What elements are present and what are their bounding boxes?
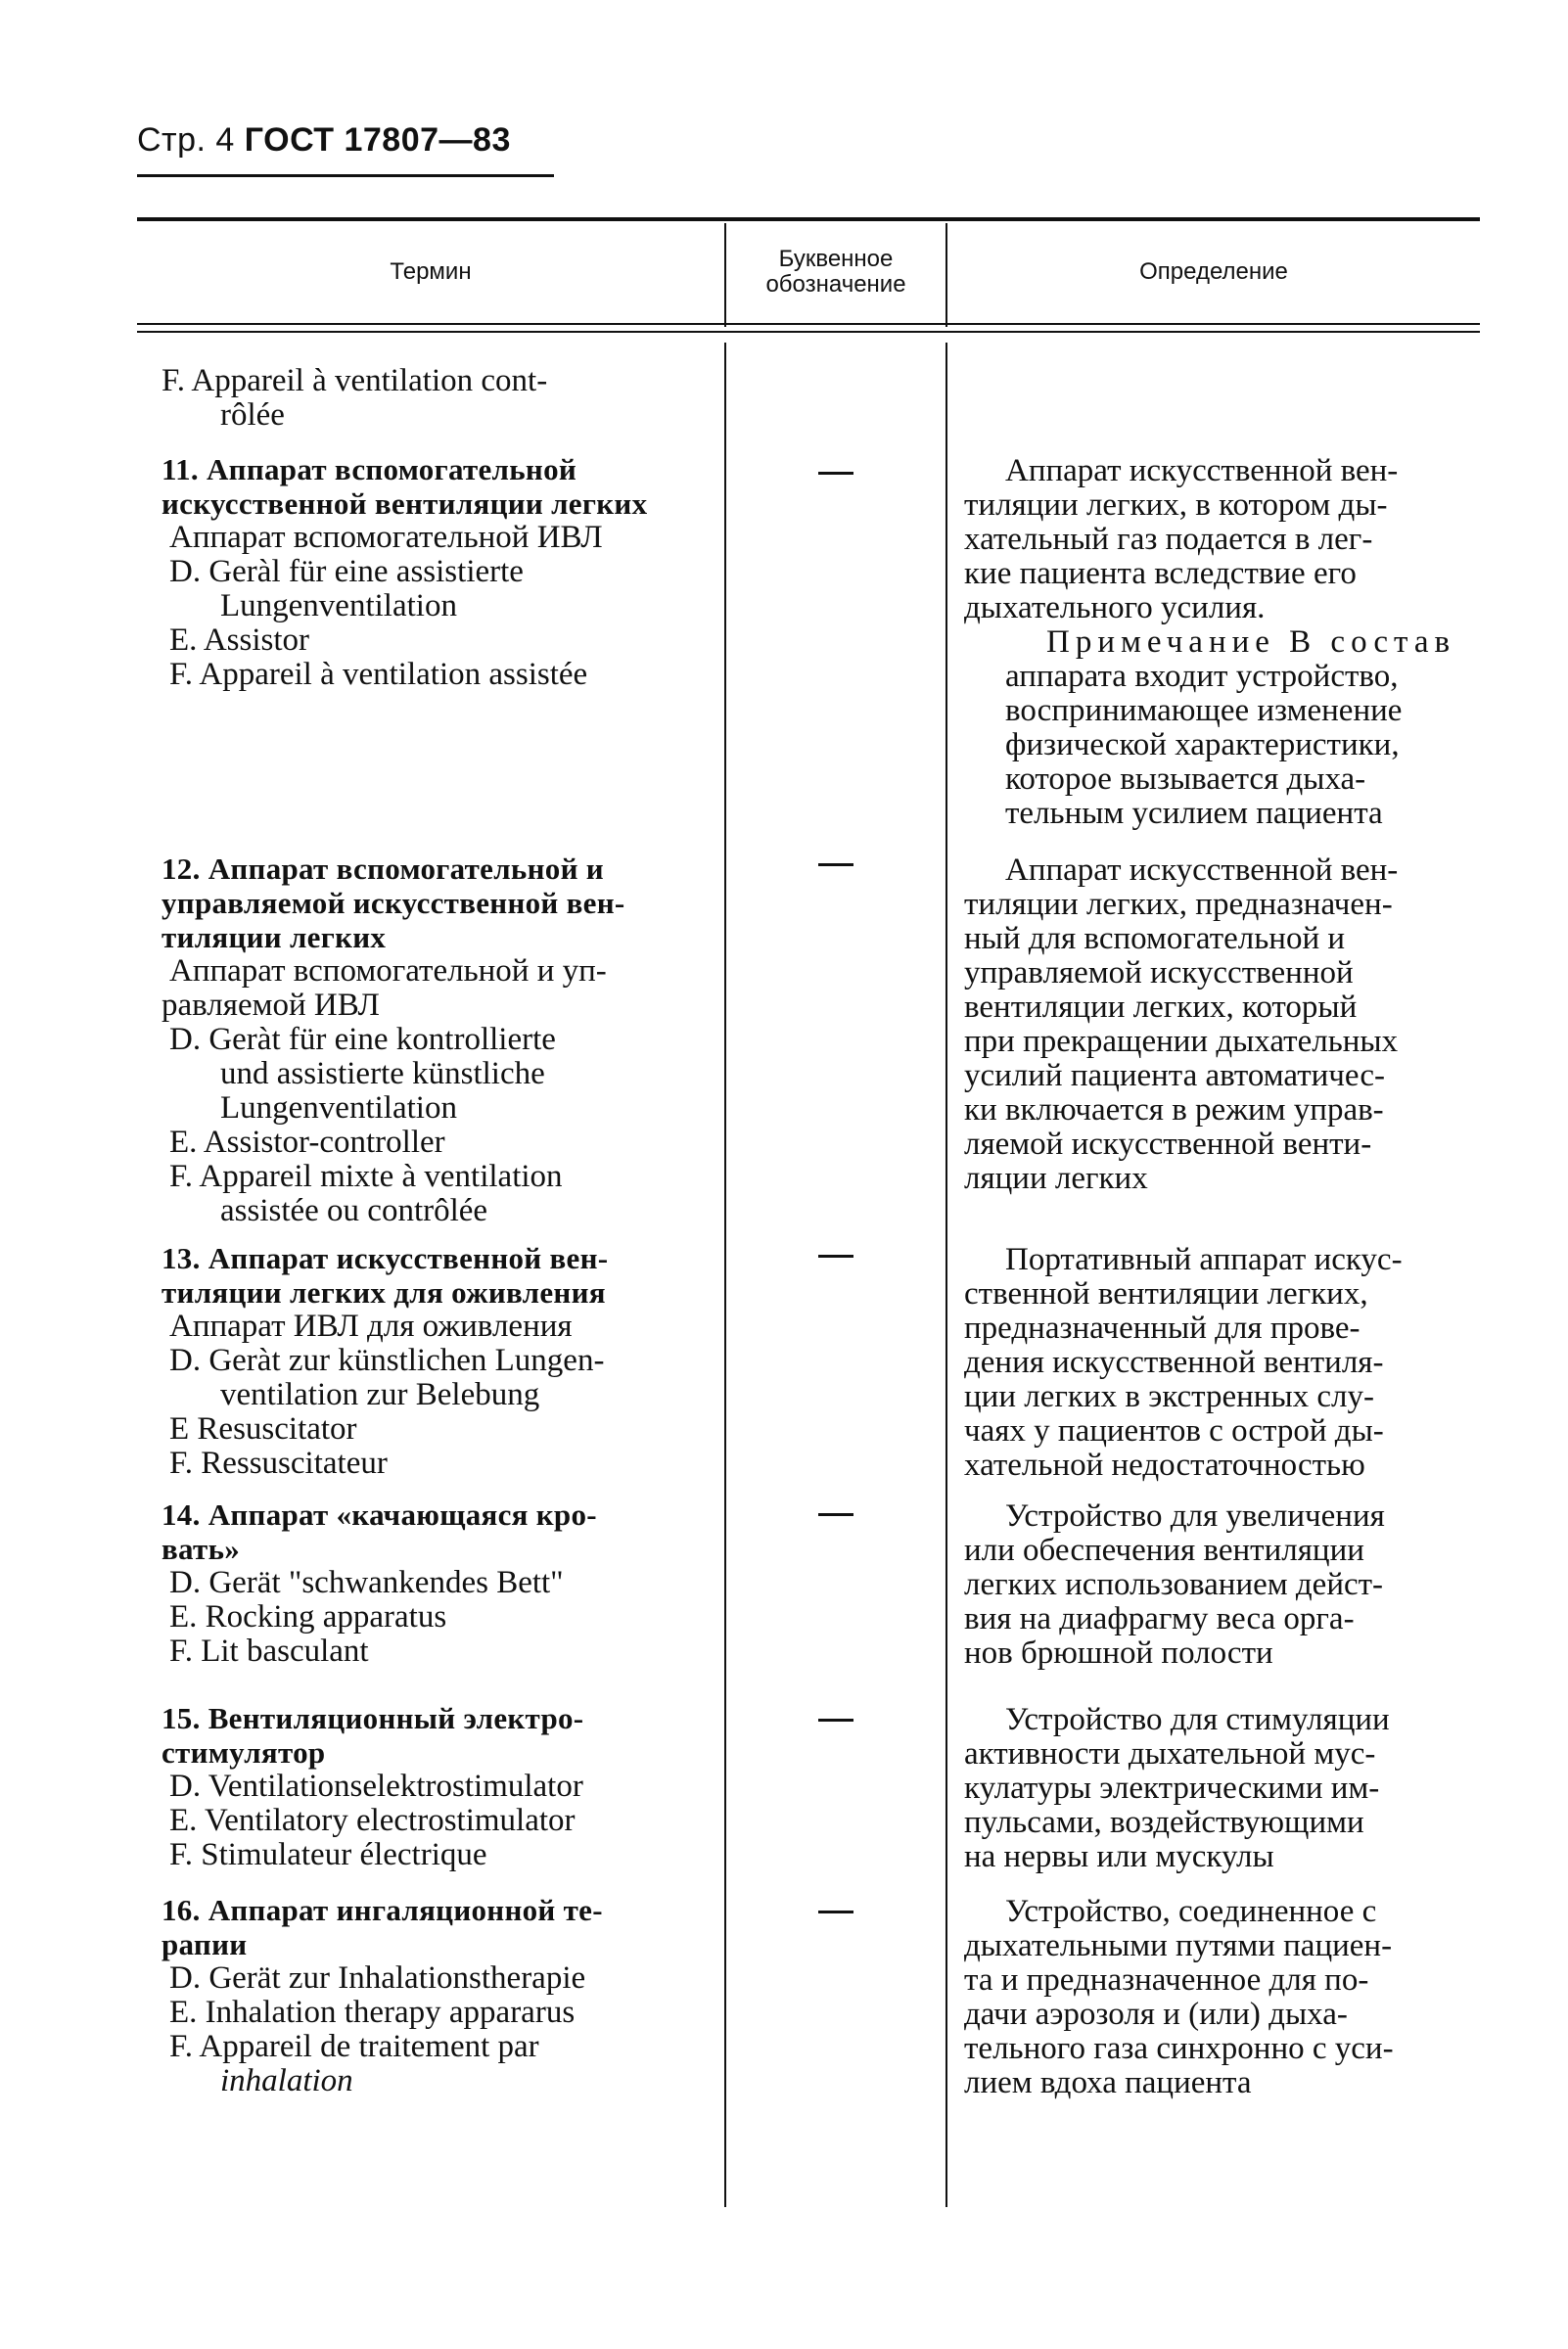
definition-12 [964,853,1483,1196]
note-block [964,625,1483,831]
def-line: на нервы или мускулы [964,1839,1274,1874]
term-title: вать» [161,1532,241,1566]
term-german: D. Geràt zur künstlichen Lungen- [169,1343,605,1378]
term-entry-15 [161,1701,710,1872]
def-line: пульсами, воздействующими [964,1805,1364,1840]
term-english: E Resuscitator [169,1411,357,1447]
def-line: Аппарат искусственной вен- [1005,852,1399,888]
term-german: D. Gerät "schwankendes Bett" [169,1565,564,1600]
term-entry-13 [161,1241,710,1481]
definition-13 [964,1243,1483,1483]
def-line: дыхательными путями пациен- [964,1928,1393,1963]
def-line: нов брюшной полости [964,1635,1273,1671]
term-synonym: Аппарат ИВЛ для оживления [169,1309,573,1344]
def-line: ки включается в режим управ- [964,1092,1384,1128]
note-line: воспринимающее изменение [1005,693,1403,728]
term-french: F. Lit basculant [169,1634,369,1669]
term-french: inhalation [220,2063,353,2098]
definition-14 [964,1499,1483,1671]
note-line: тельным усилием пациента [1005,796,1383,831]
def-line: тельного газа синхронно с уси- [964,2031,1394,2066]
term-title: искусственной вентиляции легких [161,486,648,521]
term-title: 15. Вентиляционный электро- [161,1701,584,1735]
term-french: F. Stimulateur électrique [169,1837,487,1872]
def-line: ции легких в экстренных слу- [964,1379,1374,1414]
term-synonym: равляемой ИВЛ [161,988,380,1023]
def-line: дыхательного усилия. [964,590,1266,625]
column-header-definition: Определение [1139,258,1288,285]
code-dash [818,1255,853,1258]
definition-15 [964,1703,1483,1874]
term-title: тиляции легких [161,920,387,954]
def-line: активности дыхательной мус- [964,1736,1376,1772]
term-german: D. Ventilationselektrostimulator [169,1769,583,1804]
def-line: хательный газ подается в лег- [964,522,1373,557]
table-top-rule [137,217,1480,221]
table-header-rule [137,323,1480,333]
term-title: 13. Аппарат искусственной вен- [161,1241,609,1275]
header-underline [137,174,554,177]
term-french: F. Ressuscitateur [169,1446,388,1481]
term-entry-16 [161,1893,710,2098]
term-title: 11. Аппарат вспомогательной [161,452,577,486]
page-label: Стр. 4 [137,121,235,159]
note-line: аппарата входит устройство, [1005,659,1399,694]
definition-11 [964,454,1483,831]
term-french: F. Appareil à ventilation assistée [169,657,588,692]
def-line: Устройство для увеличения [1005,1498,1385,1534]
term-english: E. Rocking apparatus [169,1599,447,1635]
def-line: вентиляции легких, который [964,990,1358,1025]
def-line: Устройство для стимуляции [1005,1702,1390,1737]
term-line [161,364,710,398]
def-line: управляемой искусственной [964,955,1354,990]
term-text: F. Appareil à ventilation cont- [161,363,548,398]
def-line: ственной вентиляции легких, [964,1276,1368,1312]
def-line: легких использованием дейст- [964,1567,1384,1602]
def-line: вия на диафрагму веса орга- [964,1601,1355,1636]
def-line: тиляции легких, предназначен- [964,887,1393,922]
def-line: кулатуры электрическими им- [964,1771,1380,1806]
def-line: ный для вспомогательной и [964,921,1346,956]
term-german: D. Geràl für eine assistierte [169,554,524,589]
def-line: тиляции легких, в котором ды- [964,487,1388,523]
code-header-line: Буквенное [778,246,894,272]
term-german: Lungenventilation [220,1090,457,1126]
def-line: при прекращении дыхательных [964,1024,1399,1059]
term-english: E. Assistor [169,622,310,658]
term-english: E. Inhalation therapy appararus [169,1995,576,2030]
term-entry-12 [161,852,710,1228]
term-title: управляемой искусственной вен- [161,886,625,920]
term-title: 12. Аппарат вспомогательной и [161,852,604,886]
term-german: Lungenventilation [220,588,457,623]
note-line: физической характеристики, [1005,727,1400,762]
term-german: ventilation zur Belebung [220,1377,540,1412]
def-line: предназначенный для прове- [964,1311,1360,1346]
term-title: стимулятор [161,1735,326,1770]
term-title: 16. Аппарат ингаляционной те- [161,1893,603,1927]
def-line: Аппарат искусственной вен- [1005,453,1399,488]
code-dash [818,1513,853,1516]
def-line: или обеспечения вентиляции [964,1533,1364,1568]
def-line: хательной недостаточностью [964,1448,1365,1483]
page-header [137,121,511,160]
def-line: та и предназначенное для по- [964,1962,1369,1998]
def-line: кие пациента вследствие его [964,556,1357,591]
term-german: D. Geràt für eine kontrollierte [169,1022,556,1057]
def-line: ляции легких [964,1161,1148,1196]
code-dash [818,1719,853,1722]
term-french: F. Appareil mixte à ventilation [169,1159,563,1194]
term-title: тиляции легких для оживления [161,1275,606,1310]
term-german: D. Gerät zur Inhalationstherapie [169,1960,586,1996]
code-dash [818,472,853,475]
standard-number: ГОСТ 17807—83 [244,121,511,159]
def-line: усилий пациента автоматичес- [964,1058,1385,1093]
code-header-line: обозначение [765,271,906,298]
def-line: ляемой искусственной венти- [964,1127,1372,1162]
term-line: rôlée [220,397,285,433]
note-line: которое вызывается дыха- [1005,761,1366,797]
term-entry-11 [161,452,710,692]
term-french: assistée ou contrôlée [220,1193,488,1228]
def-line: чаях у пациентов с острой ды- [964,1413,1384,1449]
term-continuation [161,364,710,433]
term-entry-14 [161,1497,710,1669]
term-french: F. Appareil de traitement par [169,2029,539,2064]
term-synonym: Аппарат вспомогательной ИВЛ [169,520,603,555]
def-line: Устройство, соединенное с [1005,1894,1377,1929]
def-line: дачи аэрозоля и (или) дыха- [964,1997,1348,2032]
def-line: дения искусственной вентиля- [964,1345,1384,1380]
note-line: Примечание В состав [1046,624,1456,660]
term-german: und assistierte künstliche [220,1056,545,1091]
column-header-code [726,223,945,321]
column-header-term: Термин [390,258,472,285]
term-english: E. Ventilatory electrostimulator [169,1803,576,1838]
def-line: Портативный аппарат искус- [1005,1242,1403,1277]
term-synonym: Аппарат вспомогательной и уп- [169,953,607,989]
code-dash [818,1911,853,1913]
term-english: E. Assistor-controller [169,1125,445,1160]
code-dash [818,863,853,866]
term-title: рапии [161,1927,248,1961]
term-title: 14. Аппарат «качающаяся кро- [161,1497,597,1532]
column-divider [945,343,947,2207]
column-divider [724,343,726,2207]
definition-16 [964,1895,1483,2100]
def-line: лием вдоха пациента [964,2065,1252,2100]
